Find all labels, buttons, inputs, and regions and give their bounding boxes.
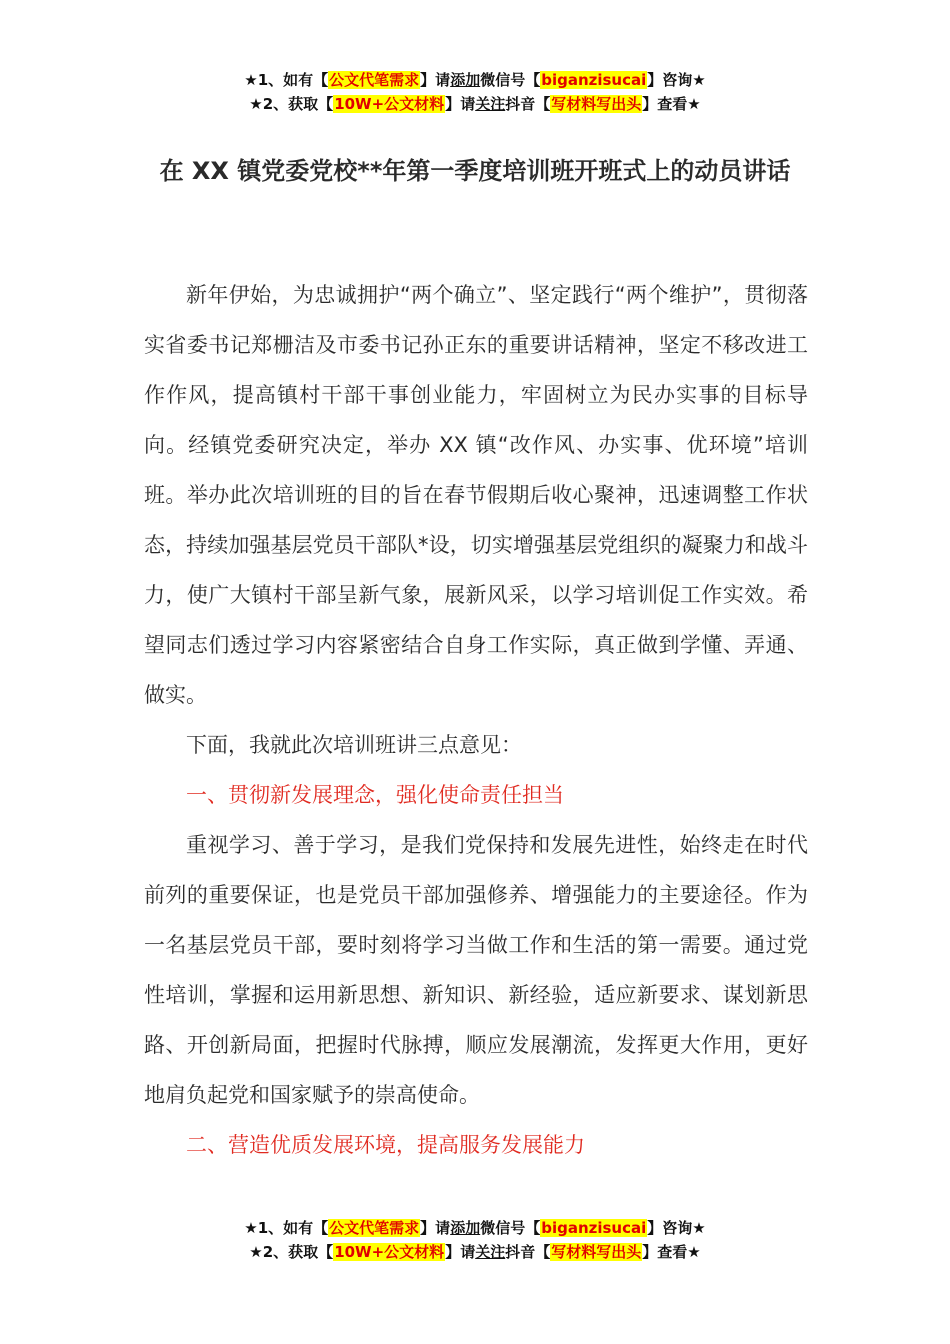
top-banner <box>0 68 950 116</box>
highlight-materials: 10W+公文材料 <box>334 95 445 113</box>
document-title: 在 XX 镇党委党校**年第一季度培训班开班式上的动员讲话 <box>159 157 791 185</box>
banner-text: ★2、获取【 <box>249 1243 334 1261</box>
bottom-banner <box>0 1216 950 1264</box>
banner-text: 抖音【 <box>505 1243 551 1261</box>
paragraph-section-1: 重视学习、善于学习，是我们党保持和发展先进性，始终走在时代前列的重要保证，也是党员干部加强修养、增强能力的主要途径。作为一名基层党员干部，要时刻将学习当做工作和生活的第一需要。通过党性培训，掌握和运用新思想、新知识、新经验，适应新要求、谋划新思路、开创新局面，把握时代脉搏，顺应发展潮流，发挥更大作用，更好地肩负起党和国家赋予的崇高使命。 <box>144 833 808 1107</box>
banner-underlined-text: 添加 <box>450 1219 481 1237</box>
banner-text: 】咨询★ <box>647 1219 706 1237</box>
highlight-douyin-id: 写材料写出头 <box>551 95 642 113</box>
banner-text: 抖音【 <box>505 95 551 113</box>
banner-line-2 <box>0 92 950 116</box>
highlight-service: 公文代笔需求 <box>329 71 420 89</box>
banner-text: 】请 <box>420 1219 451 1237</box>
banner-underlined-text: 关注 <box>475 1243 506 1261</box>
banner-text: 微信号【 <box>480 71 541 89</box>
banner-line-1 <box>0 68 950 92</box>
banner-text: 微信号【 <box>480 1219 541 1237</box>
banner-text: ★1、如有【 <box>244 1219 329 1237</box>
highlight-douyin-id: 写材料写出头 <box>551 1243 642 1261</box>
highlight-wechat-id: biganzisucai <box>541 1219 647 1237</box>
banner-text: ★2、获取【 <box>249 95 334 113</box>
highlight-materials: 10W+公文材料 <box>334 1243 445 1261</box>
paragraph-intro: 新年伊始，为忠诚拥护“两个确立”、坚定践行“两个维护”，贯彻落实省委书记郑栅洁及市委书记孙正东的重要讲话精神，坚定不移改进工作作风，提高镇村干部干事创业能力，牢固树立为民办实事的目标导向。经镇党委研究决定，举办 XX 镇“改作风、办实事、优环境”培训班。举办此次培训班的目的旨在春节假期后收心聚神，迅速调整工作状态，持续加强基层党员干部队*设，切实增强基层党组织的凝聚力和战斗力，使广大镇村干部呈新气象，展新风采，以学习培训促工作实效。希望同志们透过学习内容紧密结合自身工作实际，真正做到学懂、弄通、做实。 <box>144 283 808 707</box>
section-heading-2: 二、营造优质发展环境，提高服务发展能力 <box>186 1133 585 1157</box>
banner-text: 】请 <box>445 95 476 113</box>
banner-underlined-text: 添加 <box>450 71 481 89</box>
banner-underlined-text: 关注 <box>475 95 506 113</box>
banner-line-1 <box>0 1216 950 1240</box>
section-heading-1: 一、贯彻新发展理念，强化使命责任担当 <box>186 783 564 807</box>
banner-text: 】查看★ <box>642 1243 701 1261</box>
banner-text: 】请 <box>445 1243 476 1261</box>
highlight-service: 公文代笔需求 <box>329 1219 420 1237</box>
highlight-wechat-id: biganzisucai <box>541 71 647 89</box>
banner-text: 】咨询★ <box>647 71 706 89</box>
paragraph-transition: 下面，我就此次培训班讲三点意见： <box>186 733 522 757</box>
banner-text: 】查看★ <box>642 95 701 113</box>
banner-text: ★1、如有【 <box>244 71 329 89</box>
banner-line-2 <box>0 1240 950 1264</box>
document-body <box>144 270 808 1170</box>
banner-text: 】请 <box>420 71 451 89</box>
